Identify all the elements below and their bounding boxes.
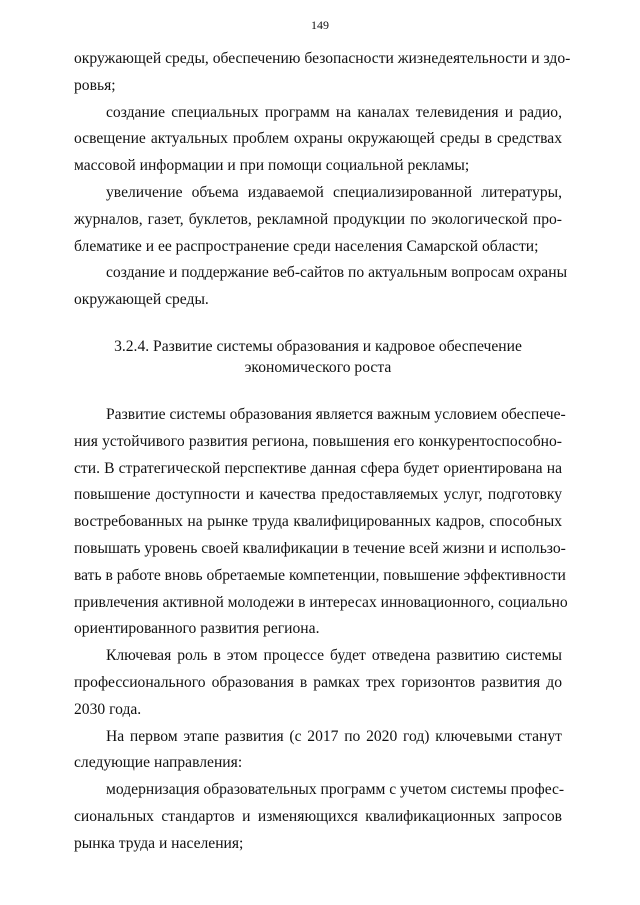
text-line: рынка труда и населения; [74, 834, 244, 852]
text-line: ровья; [74, 76, 116, 94]
text-line: Ключевая роль в этом процессе будет отведена развитию системы [106, 647, 562, 665]
text-line: увеличение объема издаваемой специализированной литературы, [106, 183, 562, 201]
text-line: модернизация образовательных программ с учетом системы профес- [106, 781, 565, 799]
text-line: повышать уровень своей квалификации в течение всей жизни и использо- [74, 539, 566, 557]
text-line: профессионального образования в рамках трех горизонтов развития до [74, 673, 562, 691]
list-item-program-modernization [74, 777, 565, 857]
heading-line: экономического роста [244, 358, 392, 376]
text-line: сти. В стратегической перспективе данная сфера будет ориентирована на [74, 459, 562, 477]
spacer [74, 314, 562, 336]
text-line: На первом этапе развития (с 2017 по 2020 год) ключевыми станут [106, 727, 562, 745]
text-line: освещение актуальных проблем охраны окружающей среды в средствах [74, 130, 562, 148]
text-line: повышение доступности и качества предоставляемых услуг, подготовку [74, 486, 562, 504]
page-number: 149 [311, 18, 329, 32]
text-line: ния устойчивого развития региона, повышения его конкурентоспособно- [74, 432, 562, 450]
text-line: ориентированного развития региона. [74, 620, 320, 638]
document-body [74, 46, 571, 858]
text-line: вать в работе вновь обретаемые компетенции, повышение эффективности [74, 566, 566, 584]
paragraph-education-development [74, 402, 568, 643]
text-line: окружающей среды, обеспечению безопасности жизнедеятельности и здо- [74, 50, 571, 67]
list-item-websites [74, 260, 568, 314]
text-line: востребованных на рынке труда квалифицированных кадров, способных [74, 513, 562, 531]
text-line: блематике и ее распространение среди населения Самарской области; [74, 237, 539, 255]
text-line: окружающей среды. [74, 291, 209, 309]
text-line: 2030 года. [74, 700, 142, 718]
list-item-tv-radio-programs [74, 100, 562, 180]
text-line: массовой информации и при помощи социальной рекламы; [74, 157, 470, 175]
text-line: Развитие системы образования является важным условием обеспече- [106, 405, 566, 423]
text-line: создание и поддержание веб-сайтов по актуальным вопросам охраны [106, 264, 568, 282]
text-line: журналов, газет, буклетов, рекламной продукции по экологической про- [74, 210, 562, 228]
paragraph-key-role [74, 643, 562, 723]
section-heading [74, 336, 562, 378]
list-item-environment-safety [74, 46, 571, 100]
text-line: создание специальных программ на каналах телевидения и радио, [106, 103, 562, 121]
text-line: следующие направления: [74, 754, 243, 772]
text-line: сиональных стандартов и изменяющихся квалификационных запросов [74, 807, 562, 825]
paragraph-first-stage [74, 724, 562, 778]
list-item-literature-volume [74, 180, 562, 260]
spacer [74, 378, 562, 402]
heading-line: 3.2.4. Развитие системы образования и кадровое обеспечение [114, 337, 522, 355]
text-line: привлечения активной молодежи в интересах инновационного, социально [74, 593, 568, 611]
